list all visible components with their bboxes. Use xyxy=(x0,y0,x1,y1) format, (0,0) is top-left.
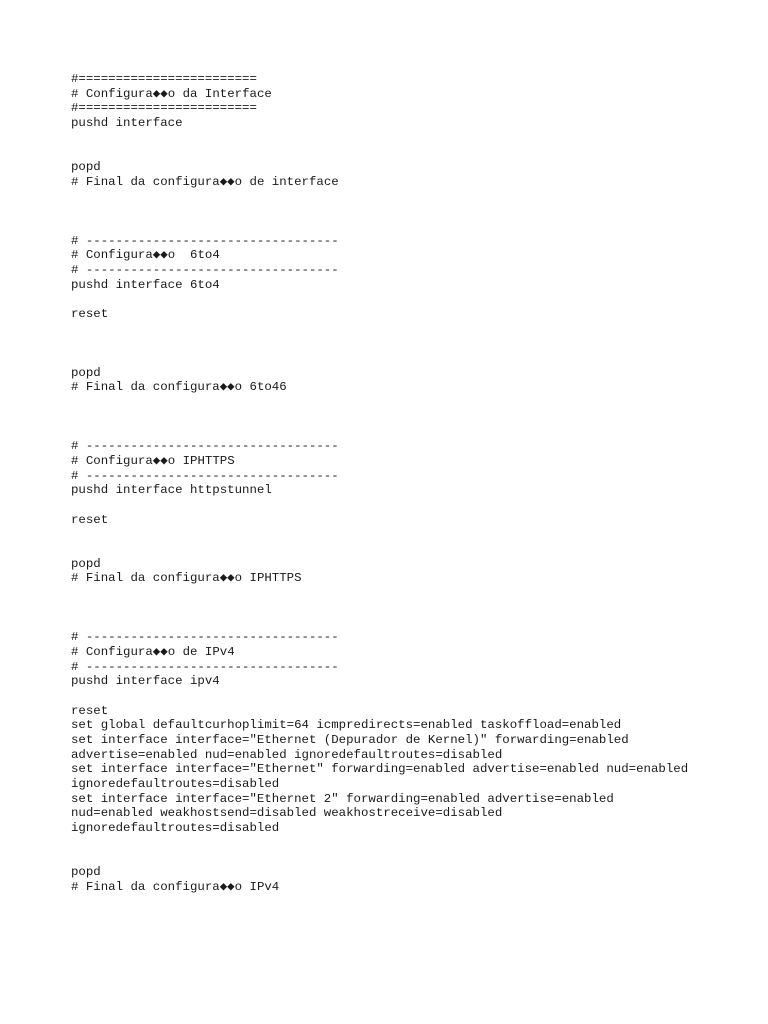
text-line: # Configura◆◆o IPHTTPS xyxy=(71,453,235,468)
text-line xyxy=(71,836,751,851)
text-line: # ---------------------------------- xyxy=(71,468,339,483)
text-line: set interface interface="Ethernet" forwarding=enabled advertise=enabled nud=enabled xyxy=(71,762,689,777)
text-line xyxy=(71,131,751,146)
text-line: popd xyxy=(71,365,101,380)
text-line xyxy=(71,601,751,616)
text-line: # ---------------------------------- xyxy=(71,630,339,645)
text-line: popd xyxy=(71,160,101,175)
text-line: # ---------------------------------- xyxy=(71,233,339,248)
text-line: advertise=enabled nud=enabled ignoredefaultroutes=disabled xyxy=(71,747,503,762)
text-line: # Final da configura◆◆o de interface xyxy=(71,174,339,189)
text-line: #======================== xyxy=(71,101,257,116)
text-line: reset xyxy=(71,512,109,527)
text-line: # Configura◆◆o 6to4 xyxy=(71,248,220,263)
text-line: # Final da configura◆◆o 6to46 xyxy=(71,380,287,395)
text-line xyxy=(71,498,751,513)
text-line: # ---------------------------------- xyxy=(71,439,339,454)
text-line xyxy=(71,204,751,219)
text-line xyxy=(71,190,751,205)
text-line xyxy=(71,322,751,337)
text-line xyxy=(71,395,751,410)
text-line: popd xyxy=(71,865,101,880)
text-line: # ---------------------------------- xyxy=(71,262,339,277)
text-line: set global defaultcurhoplimit=64 icmpredirects=enabled taskoffload=enabled xyxy=(71,718,622,733)
text-line: #======================== xyxy=(71,72,257,86)
text-line: pushd interface 6to4 xyxy=(71,277,220,292)
text-line xyxy=(71,542,751,557)
text-line xyxy=(71,615,751,630)
text-line: set interface interface="Ethernet 2" forwarding=enabled advertise=enabled xyxy=(71,791,614,806)
text-line xyxy=(71,689,751,704)
text-line xyxy=(71,850,751,865)
text-line: ignoredefaultroutes=disabled xyxy=(71,777,280,791)
text-line xyxy=(71,410,751,425)
text-line: pushd interface httpstunnel xyxy=(71,483,272,498)
text-line: pushd interface xyxy=(71,116,183,131)
text-line: # Configura◆◆o de IPv4 xyxy=(71,644,235,659)
text-line: reset xyxy=(71,703,109,718)
text-line: nud=enabled weakhostsend=disabled weakhostreceive=disabled xyxy=(71,806,503,821)
text-line xyxy=(71,527,751,542)
text-line: ignoredefaultroutes=disabled xyxy=(71,821,280,836)
text-line: reset xyxy=(71,307,109,321)
text-line xyxy=(71,351,751,366)
text-line xyxy=(71,336,751,351)
text-line xyxy=(71,586,751,601)
netsh-script-text xyxy=(71,72,751,895)
text-line: # Final da configura◆◆o IPHTTPS xyxy=(71,571,302,586)
text-line xyxy=(71,292,751,307)
text-line: popd xyxy=(71,556,101,571)
text-line xyxy=(71,425,751,440)
text-line xyxy=(71,145,751,160)
text-line: # Configura◆◆o da Interface xyxy=(71,86,272,101)
text-line: # ---------------------------------- xyxy=(71,659,339,674)
text-line: pushd interface ipv4 xyxy=(71,674,220,689)
text-line: set interface interface="Ethernet (Depurador de Kernel)" forwarding=enabled xyxy=(71,732,629,747)
text-line xyxy=(71,219,751,234)
text-line: # Final da configura◆◆o IPv4 xyxy=(71,879,280,894)
